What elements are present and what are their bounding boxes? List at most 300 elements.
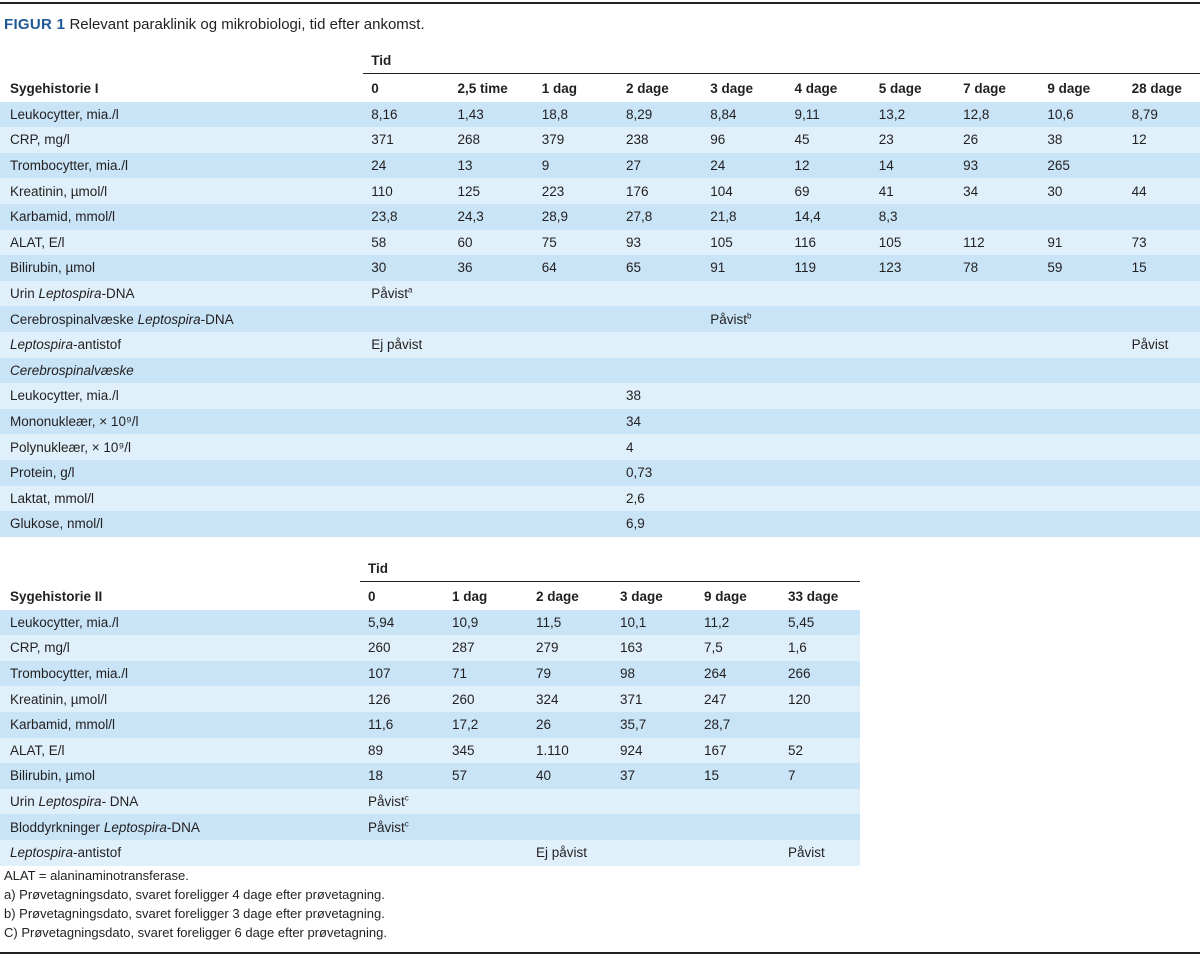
cell-value: 266 bbox=[788, 666, 811, 682]
table-row bbox=[0, 686, 860, 712]
value-cell bbox=[955, 178, 1039, 204]
value-cell bbox=[449, 383, 533, 409]
cell-value: 18 bbox=[368, 768, 384, 784]
cell-value: Påvist bbox=[368, 819, 405, 835]
value-cell bbox=[955, 255, 1039, 281]
value-cell bbox=[702, 281, 786, 307]
value-cell bbox=[955, 409, 1039, 435]
cell-value: 1,6 bbox=[788, 640, 807, 656]
value-cell bbox=[787, 332, 871, 358]
row-label bbox=[0, 486, 363, 512]
cell-value: 12 bbox=[1131, 132, 1147, 148]
cell-value: 167 bbox=[704, 742, 727, 758]
row-label-part: Glukose, nmol/l bbox=[10, 516, 104, 532]
cell-value: 123 bbox=[878, 260, 902, 276]
row-label-part: Leukocytter, mia./l bbox=[10, 388, 119, 404]
cell-value: Påvist bbox=[368, 794, 405, 810]
row-label-part: Trombocytter, mia./l bbox=[10, 666, 129, 682]
value-cell bbox=[528, 840, 612, 866]
row-label bbox=[0, 332, 363, 358]
value-cell bbox=[534, 306, 618, 332]
row-label bbox=[0, 661, 360, 687]
value-cell bbox=[363, 306, 449, 332]
value-cell bbox=[696, 814, 780, 840]
value-cell bbox=[1039, 281, 1123, 307]
cell-value: 260 bbox=[368, 640, 391, 656]
time-label: Tid bbox=[363, 48, 1200, 74]
value-cell bbox=[696, 635, 780, 661]
value-cell bbox=[1039, 383, 1123, 409]
cell-value: 89 bbox=[368, 742, 384, 758]
value-cell bbox=[612, 610, 696, 636]
value-cell bbox=[1039, 127, 1123, 153]
value-cell bbox=[612, 840, 696, 866]
row-label bbox=[0, 814, 360, 840]
table-row bbox=[0, 635, 860, 661]
cell-value: 37 bbox=[620, 768, 636, 784]
value-cell bbox=[449, 486, 533, 512]
value-cell bbox=[360, 738, 444, 764]
cell-value: 125 bbox=[457, 183, 480, 199]
value-cell bbox=[618, 486, 702, 512]
table-row bbox=[0, 127, 1200, 153]
column-header: 9 dage bbox=[704, 589, 747, 605]
value-cell bbox=[955, 306, 1039, 332]
value-cell bbox=[780, 763, 860, 789]
table-row bbox=[0, 712, 860, 738]
row-label-part: Urin bbox=[10, 286, 39, 302]
row-label bbox=[0, 204, 363, 230]
cell-value: 45 bbox=[794, 132, 810, 148]
cell-value: 8,16 bbox=[371, 106, 398, 122]
cell-value: 379 bbox=[541, 132, 565, 148]
value-cell bbox=[1124, 332, 1200, 358]
row-label-part: -DNA bbox=[101, 286, 135, 302]
value-cell bbox=[702, 102, 786, 128]
cell-value: 57 bbox=[452, 768, 468, 784]
table-row bbox=[0, 434, 1200, 460]
table-row bbox=[0, 358, 1200, 384]
table-row bbox=[0, 486, 1200, 512]
footnote: C) Prøvetagningsdato, svaret foreligger 6 dage efter prøvetagning. bbox=[4, 925, 387, 940]
row-label bbox=[0, 127, 363, 153]
cell-value: 9,11 bbox=[794, 106, 820, 122]
value-cell bbox=[534, 332, 618, 358]
column-header: 3 dage bbox=[710, 81, 754, 97]
cell-value: 59 bbox=[1047, 260, 1063, 276]
value-cell bbox=[696, 686, 780, 712]
value-cell bbox=[618, 460, 702, 486]
value-cell bbox=[449, 434, 533, 460]
row-label bbox=[0, 686, 360, 712]
row-label-part: Bilirubin, µmol bbox=[10, 260, 96, 276]
row-label-part: Laktat, mmol/l bbox=[10, 490, 95, 506]
value-cell bbox=[363, 102, 449, 128]
column-header: 5 dage bbox=[878, 81, 922, 97]
column-header: 0 bbox=[371, 81, 379, 97]
value-cell bbox=[780, 661, 860, 687]
cell-value: 26 bbox=[963, 132, 979, 148]
value-cell bbox=[1124, 358, 1200, 384]
value-cell bbox=[444, 686, 528, 712]
value-cell bbox=[871, 204, 955, 230]
table-row bbox=[0, 178, 1200, 204]
value-cell bbox=[363, 486, 449, 512]
value-cell bbox=[528, 712, 612, 738]
cell-value: 17,2 bbox=[452, 717, 479, 733]
value-cell bbox=[1039, 358, 1123, 384]
value-cell bbox=[612, 763, 696, 789]
cell-value: 107 bbox=[368, 666, 391, 682]
value-cell bbox=[449, 332, 533, 358]
footnote: ALAT = alaninaminotransferase. bbox=[4, 868, 189, 883]
row-label bbox=[0, 763, 360, 789]
table-row bbox=[0, 661, 860, 687]
cell-value: 14 bbox=[878, 158, 894, 174]
value-cell bbox=[618, 255, 702, 281]
value-cell bbox=[955, 332, 1039, 358]
spacer-cell bbox=[0, 48, 363, 74]
value-cell bbox=[1124, 204, 1200, 230]
time-label: Tid bbox=[360, 556, 860, 582]
value-cell bbox=[1039, 486, 1123, 512]
value-cell bbox=[618, 153, 702, 179]
column-header: 1 dag bbox=[541, 81, 577, 97]
value-cell bbox=[444, 814, 528, 840]
row-label-part: - DNA bbox=[101, 794, 139, 810]
cell-value: 1.110 bbox=[536, 742, 569, 758]
value-cell bbox=[702, 511, 786, 537]
value-cell bbox=[449, 255, 533, 281]
cell-value: 12 bbox=[794, 158, 810, 174]
cell-value: Påvist bbox=[710, 311, 748, 327]
value-cell bbox=[618, 511, 702, 537]
value-cell bbox=[360, 814, 444, 840]
value-cell bbox=[1124, 460, 1200, 486]
cell-value: 91 bbox=[1047, 234, 1063, 250]
value-cell bbox=[612, 814, 696, 840]
value-cell bbox=[871, 358, 955, 384]
column-header: 33 dage bbox=[788, 589, 839, 605]
table-row bbox=[0, 409, 1200, 435]
value-cell bbox=[787, 511, 871, 537]
value-cell bbox=[955, 383, 1039, 409]
value-cell bbox=[696, 661, 780, 687]
row-label-part: Karbamid, mmol/l bbox=[10, 209, 116, 225]
cell-value: 24,3 bbox=[457, 209, 484, 225]
row-label bbox=[0, 383, 363, 409]
row-label bbox=[0, 738, 360, 764]
value-cell bbox=[1124, 486, 1200, 512]
table-row bbox=[0, 332, 1200, 358]
cell-value: 15 bbox=[704, 768, 720, 784]
value-cell bbox=[363, 332, 449, 358]
value-cell bbox=[534, 486, 618, 512]
top-rule bbox=[0, 2, 1200, 4]
cell-value: 9 bbox=[541, 158, 550, 174]
value-cell bbox=[780, 738, 860, 764]
value-cell bbox=[871, 409, 955, 435]
bottom-rule bbox=[0, 952, 1200, 954]
value-cell bbox=[702, 255, 786, 281]
value-cell bbox=[955, 434, 1039, 460]
row-label-part: Cerebrospinalvæske bbox=[10, 311, 138, 327]
value-cell bbox=[1124, 178, 1200, 204]
value-cell bbox=[534, 204, 618, 230]
value-cell bbox=[528, 814, 612, 840]
value-cell bbox=[528, 635, 612, 661]
value-cell bbox=[696, 763, 780, 789]
row-label bbox=[0, 102, 363, 128]
value-cell bbox=[444, 840, 528, 866]
value-cell bbox=[702, 230, 786, 256]
value-cell bbox=[363, 204, 449, 230]
value-cell bbox=[618, 127, 702, 153]
row-label-part: CRP, mg/l bbox=[10, 132, 70, 148]
row-label bbox=[0, 358, 363, 384]
footnote-marker: a bbox=[407, 285, 413, 295]
value-cell bbox=[444, 763, 528, 789]
cell-value: 10,9 bbox=[452, 614, 479, 630]
value-cell bbox=[534, 511, 618, 537]
value-cell bbox=[534, 460, 618, 486]
cell-value: 5,94 bbox=[368, 614, 395, 630]
cell-value: 93 bbox=[626, 234, 642, 250]
cell-value: 35,7 bbox=[620, 717, 647, 733]
cell-value: 21,8 bbox=[710, 209, 737, 225]
value-cell bbox=[360, 840, 444, 866]
value-cell bbox=[955, 511, 1039, 537]
column-header: 0 bbox=[368, 589, 376, 605]
value-cell bbox=[871, 178, 955, 204]
cell-value: 12,8 bbox=[963, 106, 990, 122]
value-cell bbox=[696, 840, 780, 866]
value-cell bbox=[1124, 281, 1200, 307]
value-cell bbox=[363, 434, 449, 460]
value-cell bbox=[702, 204, 786, 230]
value-cell bbox=[360, 661, 444, 687]
row-label bbox=[0, 610, 360, 636]
column-header: 1 dag bbox=[452, 589, 488, 605]
cell-value: 105 bbox=[710, 234, 733, 250]
column-header-row bbox=[0, 74, 1200, 102]
table-row bbox=[0, 102, 1200, 128]
column-header: 2 dage bbox=[626, 81, 669, 97]
cell-value: 287 bbox=[452, 640, 475, 656]
row-label-part: Kreatinin, µmol/l bbox=[10, 183, 108, 199]
value-cell bbox=[618, 383, 702, 409]
cell-value: 11,5 bbox=[536, 614, 562, 630]
row-label-part: Bloddyrkninger bbox=[10, 819, 104, 835]
row-label-part: Cerebrospinalvæske bbox=[10, 362, 134, 378]
table-row bbox=[0, 230, 1200, 256]
value-cell bbox=[702, 434, 786, 460]
cell-value: 26 bbox=[536, 717, 552, 733]
cell-value: 10,6 bbox=[1047, 106, 1074, 122]
row-label-part: Trombocytter, mia./l bbox=[10, 158, 129, 174]
row-label-part: -antistof bbox=[73, 337, 122, 353]
cell-value: 112 bbox=[963, 234, 985, 250]
cell-value: 13 bbox=[457, 158, 473, 174]
cell-value: 38 bbox=[1047, 132, 1063, 148]
value-cell bbox=[618, 434, 702, 460]
value-cell bbox=[871, 255, 955, 281]
value-cell bbox=[1124, 102, 1200, 128]
row-label-part: ALAT, E/l bbox=[10, 742, 65, 758]
table-row bbox=[0, 738, 860, 764]
value-cell bbox=[363, 127, 449, 153]
value-cell bbox=[871, 230, 955, 256]
value-cell bbox=[360, 763, 444, 789]
value-cell bbox=[449, 306, 533, 332]
row-label bbox=[0, 178, 363, 204]
row-label-part: Leptospira bbox=[10, 337, 74, 353]
cell-value: 73 bbox=[1131, 234, 1147, 250]
value-cell bbox=[612, 686, 696, 712]
cell-value: 8,84 bbox=[710, 106, 737, 122]
cell-value: 324 bbox=[536, 691, 559, 707]
cell-value: Påvist bbox=[1131, 337, 1169, 353]
footnote-marker: c bbox=[404, 793, 409, 803]
row-label bbox=[0, 281, 363, 307]
cell-value: 2,6 bbox=[626, 490, 645, 506]
value-cell bbox=[534, 255, 618, 281]
cell-value: 105 bbox=[878, 234, 902, 250]
value-cell bbox=[534, 153, 618, 179]
row-label-part: Leptospira bbox=[38, 286, 102, 302]
row-label bbox=[0, 460, 363, 486]
row-label bbox=[0, 789, 360, 815]
value-cell bbox=[534, 102, 618, 128]
value-cell bbox=[363, 178, 449, 204]
value-cell bbox=[612, 712, 696, 738]
value-cell bbox=[360, 610, 444, 636]
row-label-part: Urin bbox=[10, 794, 39, 810]
cell-value: 79 bbox=[536, 666, 552, 682]
value-cell bbox=[787, 383, 871, 409]
value-cell bbox=[1124, 434, 1200, 460]
cell-value: 104 bbox=[710, 183, 733, 199]
row-label-part: -antistof bbox=[73, 845, 122, 861]
cell-value: 126 bbox=[368, 691, 391, 707]
value-cell bbox=[780, 712, 860, 738]
cell-value: 18,8 bbox=[541, 106, 569, 122]
row-label-part: ALAT, E/l bbox=[10, 234, 65, 250]
value-cell bbox=[449, 281, 533, 307]
value-cell bbox=[444, 635, 528, 661]
cell-value: 69 bbox=[794, 183, 810, 199]
value-cell bbox=[702, 153, 786, 179]
value-cell bbox=[360, 635, 444, 661]
cell-value: 8,29 bbox=[626, 106, 653, 122]
time-header-row bbox=[0, 48, 1200, 74]
value-cell bbox=[444, 789, 528, 815]
cell-value: 24 bbox=[371, 158, 387, 174]
value-cell bbox=[534, 358, 618, 384]
value-cell bbox=[1039, 409, 1123, 435]
time-header-row bbox=[0, 556, 860, 582]
table-row bbox=[0, 306, 1200, 332]
table-row bbox=[0, 789, 860, 815]
row-label bbox=[0, 409, 363, 435]
cell-value: 7,5 bbox=[704, 640, 723, 656]
cell-value: 65 bbox=[626, 260, 642, 276]
cell-value: 93 bbox=[963, 158, 979, 174]
table-row bbox=[0, 204, 1200, 230]
value-cell bbox=[618, 230, 702, 256]
column-header-row bbox=[0, 582, 860, 610]
value-cell bbox=[787, 102, 871, 128]
value-cell bbox=[528, 686, 612, 712]
value-cell bbox=[1124, 409, 1200, 435]
cell-value: 52 bbox=[788, 742, 804, 758]
cell-value: 60 bbox=[457, 234, 473, 250]
value-cell bbox=[363, 153, 449, 179]
value-cell bbox=[787, 127, 871, 153]
table-row bbox=[0, 763, 860, 789]
value-cell bbox=[955, 204, 1039, 230]
cell-value: 119 bbox=[794, 260, 817, 276]
value-cell bbox=[787, 460, 871, 486]
cell-value: 44 bbox=[1131, 183, 1147, 199]
value-cell bbox=[449, 409, 533, 435]
value-cell bbox=[787, 178, 871, 204]
value-cell bbox=[449, 153, 533, 179]
figure-title bbox=[4, 16, 425, 33]
value-cell bbox=[1124, 306, 1200, 332]
footnote-marker: c bbox=[404, 819, 409, 829]
row-label bbox=[0, 230, 363, 256]
cell-value: 11,6 bbox=[368, 717, 394, 733]
row-label bbox=[0, 434, 363, 460]
cell-value: 371 bbox=[371, 132, 394, 148]
value-cell bbox=[702, 178, 786, 204]
value-cell bbox=[871, 127, 955, 153]
table-row bbox=[0, 460, 1200, 486]
cell-value: 28,9 bbox=[541, 209, 569, 225]
cell-value: 4 bbox=[626, 439, 634, 455]
cell-value: 24 bbox=[710, 158, 726, 174]
row-label-part: CRP, mg/l bbox=[10, 640, 70, 656]
cell-value: 30 bbox=[371, 260, 387, 276]
value-cell bbox=[1039, 204, 1123, 230]
value-cell bbox=[528, 610, 612, 636]
value-cell bbox=[871, 332, 955, 358]
row-label-part: Leptospira bbox=[103, 819, 167, 835]
row-label-part: Leptospira bbox=[38, 794, 102, 810]
table-row bbox=[0, 511, 1200, 537]
value-cell bbox=[618, 358, 702, 384]
value-cell bbox=[787, 153, 871, 179]
cell-value: 163 bbox=[620, 640, 643, 656]
value-cell bbox=[787, 409, 871, 435]
value-cell bbox=[449, 511, 533, 537]
cell-value: 38 bbox=[626, 388, 642, 404]
cell-value: 14,4 bbox=[794, 209, 821, 225]
value-cell bbox=[955, 153, 1039, 179]
table-title: Sygehistorie II bbox=[10, 589, 103, 605]
value-cell bbox=[696, 789, 780, 815]
value-cell bbox=[618, 102, 702, 128]
value-cell bbox=[702, 383, 786, 409]
cell-value: 15 bbox=[1131, 260, 1147, 276]
row-label-part: Karbamid, mmol/l bbox=[10, 717, 116, 733]
value-cell bbox=[618, 306, 702, 332]
cell-value: 279 bbox=[536, 640, 559, 656]
value-cell bbox=[780, 840, 860, 866]
value-cell bbox=[363, 383, 449, 409]
value-cell bbox=[787, 255, 871, 281]
